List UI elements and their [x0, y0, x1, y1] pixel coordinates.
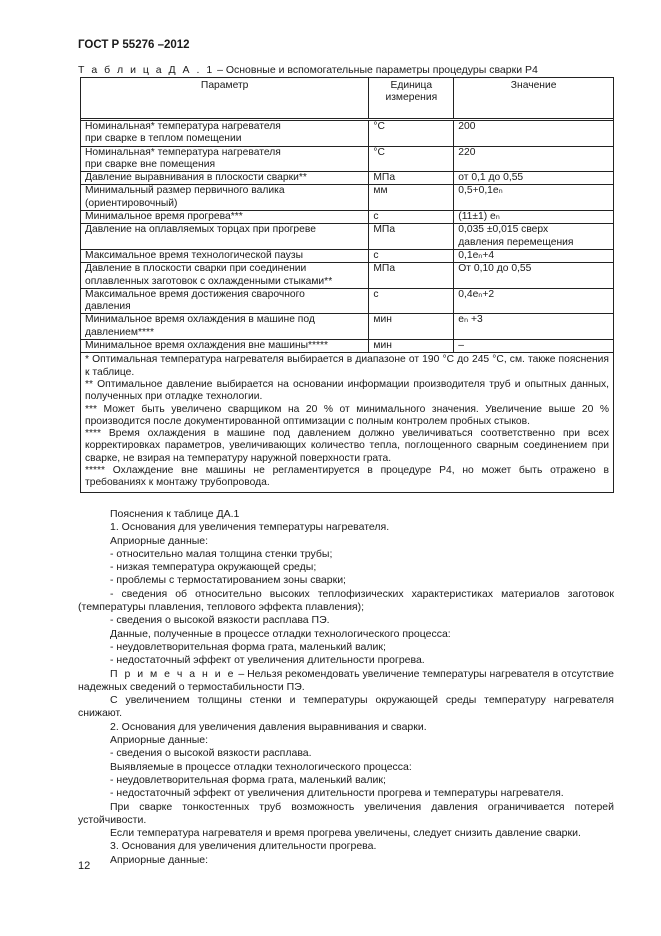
table-row	[81, 263, 614, 289]
table-footnote: ***** Охлаждение вне машины не регламентируется в процедуре Р4, но может быть отражено в требованиях к монтажу трубопровода.	[85, 465, 609, 489]
column-header-unit: Единица измерения	[369, 78, 454, 119]
document-standard-header: ГОСТ Р 55276 –2012	[78, 39, 190, 51]
parameter-cell: Номинальная* температура нагревателя при сварке в теплом помещении	[81, 121, 369, 147]
explanations-section	[78, 508, 614, 867]
parameter-cell: Максимальное время технологической паузы	[81, 249, 369, 262]
value-cell: (11±1) eₙ	[454, 211, 614, 224]
body-paragraph: - недостаточный эффект от увеличения длительности прогрева и температуры нагревателя.	[110, 787, 564, 800]
table-row	[81, 314, 614, 340]
parameter-cell: Максимальное время достижения сварочного давления	[81, 288, 369, 314]
parameter-cell: Давление выравнивания в плоскости сварки**	[81, 172, 369, 185]
note-text: – Нельзя рекомендовать увеличение температуры нагревателя в отсутствие надежных сведений о термостабильности ПЭ.	[78, 667, 614, 693]
body-paragraph: - сведения о высокой вязкости расплава.	[110, 747, 312, 760]
parameter-cell: Минимальное время охлаждения вне машины*****	[81, 340, 369, 353]
body-paragraph: - недостаточный эффект от увеличения длительности прогрева.	[110, 654, 425, 667]
table-row	[81, 288, 614, 314]
body-paragraph: При сварке тонкостенных труб возможность увеличения давления ограничивается потерей устойчивости.	[78, 800, 614, 826]
unit-cell: °С	[369, 146, 454, 172]
table-row	[81, 172, 614, 185]
body-paragraph: - неудовлетворительная форма грата, маленький валик;	[110, 773, 386, 786]
parameters-table	[80, 77, 614, 493]
note-paragraph	[78, 668, 614, 695]
table-body	[81, 119, 614, 493]
parameter-cell: Номинальная* температура нагревателя при сварке вне помещения	[81, 146, 369, 172]
body-paragraph: Априорные данные:	[110, 534, 209, 547]
table-row	[81, 185, 614, 211]
page-number: 12	[78, 860, 91, 872]
column-header-value: Значение	[454, 78, 614, 119]
value-cell: 200	[454, 121, 614, 147]
value-cell: 0,4eₙ+2	[454, 288, 614, 314]
value-cell: 220	[454, 146, 614, 172]
value-cell: 0,5+0,1eₙ	[454, 185, 614, 211]
value-cell: 0,1eₙ+4	[454, 249, 614, 262]
table-caption-title: – Основные и вспомогательные параметры процедуры сварки Р4	[214, 64, 538, 76]
body-paragraph: - сведения об относительно высоких теплофизических характеристиках материалов заготовок (температуры плавления, теплового эффекта плавления);	[78, 587, 614, 614]
unit-cell: °С	[369, 121, 454, 147]
explanations-list	[78, 508, 614, 668]
body-paragraph: - проблемы с термостатированием зоны сварки;	[110, 574, 346, 587]
unit-cell: МПа	[369, 172, 454, 185]
table-footnote: *** Может быть увеличено сварщиком на 20 % от минимального значения. Увеличение выше 20 % производится после документированной оптимизации с полным контролем пробных стыков.	[85, 403, 609, 427]
parameter-cell: Давление в плоскости сварки при соединении оплавленных заготовок с охлажденными стыками**	[81, 263, 369, 289]
unit-cell: с	[369, 249, 454, 262]
body-paragraph: С увеличением толщины стенки и температуры окружающей среды температуру нагревателя снижают.	[78, 694, 614, 720]
unit-cell: мин	[369, 314, 454, 340]
body-paragraph: Пояснения к таблице ДА.1	[110, 508, 240, 520]
parameter-cell: Минимальное время прогрева***	[81, 211, 369, 224]
body-paragraph: 2. Основания для увеличения давления выравнивания и сварки.	[110, 720, 427, 733]
unit-cell: с	[369, 288, 454, 314]
table-notes-cell	[81, 353, 614, 492]
body-paragraph: Априорные данные:	[110, 853, 209, 866]
table-row	[81, 211, 614, 224]
value-cell: –	[454, 340, 614, 353]
table-caption-label: Т а б л и ц а Д А . 1	[78, 64, 215, 76]
unit-cell: МПа	[369, 263, 454, 289]
continued-list	[78, 694, 614, 867]
table-footnote: **** Время охлаждения в машине под давлением должно увеличиваться соответственно при всех корректировках параметров, увеличивающих количество тепла, поглощенного сварным соединением при сварке, не взирая на температуру наружной поверхности грата.	[85, 428, 609, 464]
value-cell: eₙ +3	[454, 314, 614, 340]
table-notes-row	[81, 353, 614, 492]
body-paragraph: 1. Основания для увеличения температуры нагревателя.	[110, 521, 390, 534]
value-cell: от 0,1 до 0,55	[454, 172, 614, 185]
unit-cell: МПа	[369, 224, 454, 250]
body-paragraph: - низкая температура окружающей среды;	[110, 561, 317, 574]
body-paragraph: - относительно малая толщина стенки трубы;	[110, 547, 333, 560]
value-cell: От 0,10 до 0,55	[454, 263, 614, 289]
body-paragraph: Априорные данные:	[110, 734, 209, 747]
column-header-parameter: Параметр	[81, 78, 369, 119]
table-footnote: ** Оптимальное давление выбирается на основании информации производителя труб и опытных данных, полученных при отладке технологии.	[85, 378, 609, 403]
unit-cell: мин	[369, 340, 454, 353]
table-row	[81, 121, 614, 147]
unit-cell: мм	[369, 185, 454, 211]
body-paragraph: Данные, полученные в процессе отладки технологического процесса:	[110, 627, 451, 640]
body-paragraph: Выявляемые в процессе отладки технологического процесса:	[110, 760, 412, 773]
table-row	[81, 249, 614, 262]
body-paragraph: - сведения о высокой вязкости расплава ПЭ.	[110, 614, 330, 627]
body-paragraph: Если температура нагревателя и время прогрева увеличены, следует снизить давление сварки.	[110, 827, 581, 840]
value-cell: 0,035 ±0,015 сверх давления перемещения	[454, 224, 614, 250]
table-caption	[78, 64, 538, 77]
note-label: П р и м е ч а н и е	[110, 667, 236, 680]
parameter-cell: Минимальный размер первичного валика (ориентировочный)	[81, 185, 369, 211]
table-footnote: * Оптимальная температура нагревателя выбирается в диапазоне от 190 °С до 245 °С, см. также пояснения к таблице.	[85, 354, 609, 378]
table-header-row	[81, 78, 614, 119]
table-row	[81, 340, 614, 353]
table-row	[81, 146, 614, 172]
unit-cell: с	[369, 211, 454, 224]
parameter-cell: Давление на оплавляемых торцах при прогреве	[81, 224, 369, 250]
table-row	[81, 224, 614, 250]
body-paragraph: 3. Основания для увеличения длительности прогрева.	[110, 840, 377, 853]
body-paragraph: - неудовлетворительная форма грата, маленький валик;	[110, 640, 386, 653]
parameter-cell: Минимальное время охлаждения в машине под давлением****	[81, 314, 369, 340]
